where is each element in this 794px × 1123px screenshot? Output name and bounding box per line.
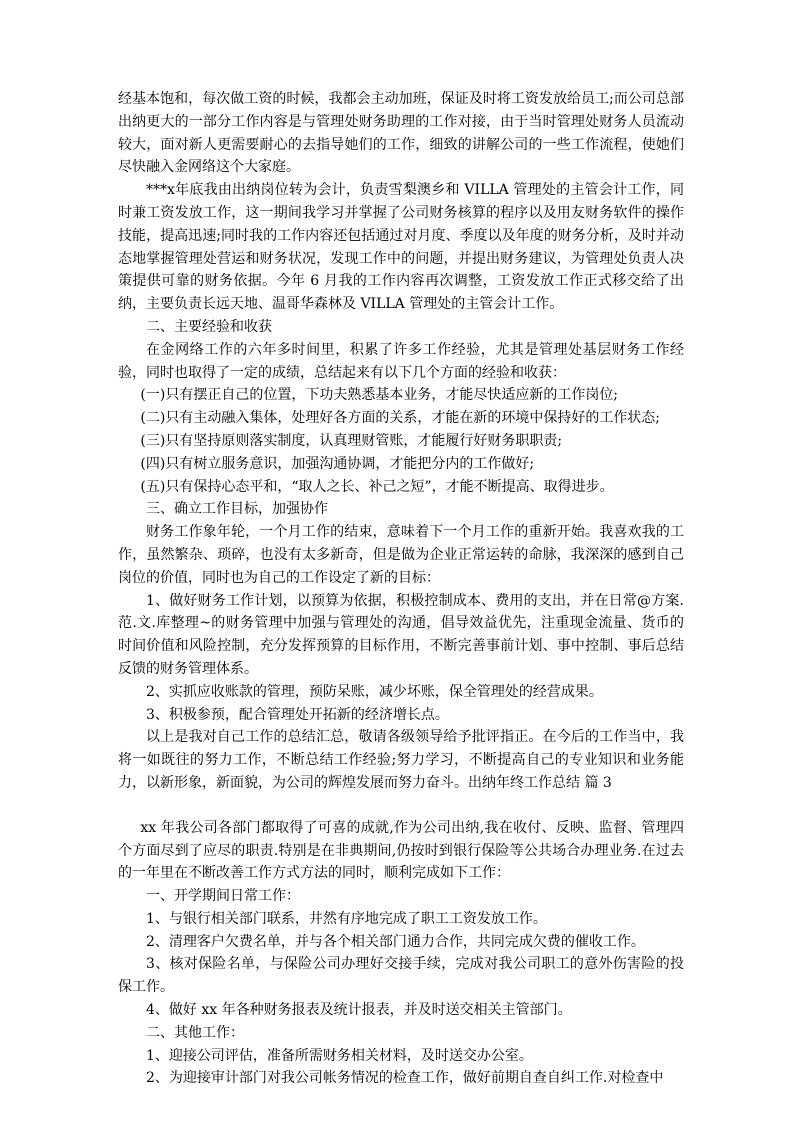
paragraph-closing: 以上是我对自己工作的总结汇总，敬请各级领导给予批评指正。在今后的工作当中，我将一如既往的努力工作，不断总结工作经验;努力学习，不断提高自己的专业知识和业务能力，以新形象，新面貌，为公司的辉煌发展而努力奋斗。出纳年终工作总结 篇 3 [118, 729, 684, 791]
paragraph-continuation: 经基本饱和，每次做工资的时候，我都会主动加班，保证及时将工资发放给员工;而公司总部出纳更大的一部分工作内容是与管理处财务助理的工作对接，由于当时管理处财务人员流动较大，面对新人更需要耐心的去指导她们的工作，细致的讲解公司的一些工作流程，使她们尽快融入金网络这个大家庭。 [118, 91, 684, 176]
list-item: 1、迎接公司评估，准备所需财务相关材料，及时送交办公室。 [146, 1047, 533, 1064]
list-item: (一)只有摆正自己的位置，下功夫熟悉基本业务，才能尽快适应新的工作岗位; [140, 387, 619, 404]
goal-item: 2、实抓应收账款的管理，预防呆账，减少坏账，保全管理处的经营成果。 [146, 683, 603, 700]
list-item: 3、核对保险名单，与保险公司办理好交接手续，完成对我公司职工的意外伤害险的投保工作。 [118, 956, 684, 996]
paragraph-goals-intro: 财务工作象年轮，一个月工作的结束，意味着下一个月工作的重新开始。我喜欢我的工作，虽然繁杂、琐碎，也没有太多新奇，但是做为企业正常运转的命脉，我深深的感到自己岗位的价值，同时也为自己的工作设定了新的目标： [118, 524, 684, 586]
paragraph-role-change: ***x年底我由出纳岗位转为会计，负责雪梨澳乡和 VILLA 管理处的主管会计工作，同时兼工资发放工作，这一期间我学习并掌握了公司财务核算的程序以及用友财务软件的操作技能，提高迅速;同时我的工作内容还包括通过对月度、季度以及年度的财务分析，及时并动态地掌握管理处营运和财务状况，发现工作中的问题，并提出财务建议，为管理处负责人决策提供可靠的财务依据。今年 6 月我的工作内容再次调整，工资发放工作正式移交给了出纳，主要负责长远天地、温哥华森林及 VILLA 管理处的主管会计工作。 [118, 182, 684, 313]
heading-daily-work: 一、开学期间日常工作： [146, 888, 300, 905]
paragraph-intro: xx 年我公司各部门都取得了可喜的成就,作为公司出纳,我在收付、反映、监督、管理四个方面尽到了应尽的职责.特别是在非典期间,仍按时到银行保险等公共场合办理业务.在过去的一年里在不断改善工作方式方法的同时，顺利完成如下工作： [118, 819, 684, 882]
heading-other-work: 二、其他工作： [146, 1024, 244, 1041]
document-page [118, 88, 684, 1090]
heading-goals: 三、确立工作目标，加强协作 [146, 501, 328, 518]
section-spacer [118, 795, 684, 817]
list-item: 1、与银行相关部门联系，井然有序地完成了职工工资发放工作。 [146, 910, 547, 927]
section-b [118, 817, 684, 1091]
list-item: (三)只有坚持原则落实制度，认真理财管账，才能履行好财务职职责; [140, 432, 563, 449]
heading-experience: 二、主要经验和收获 [146, 318, 272, 335]
list-item: 2、为迎接审计部门对我公司帐务情况的检查工作，做好前期自查自纠工作.对检查中 [146, 1070, 664, 1087]
list-item: 2、清理客户欠费名单，并与各个相关部门通力合作，共同完成欠费的催收工作。 [146, 933, 645, 950]
list-item: (五)只有保持心态平和，“取人之长、补己之短”，才能不断提高、取得进步。 [140, 478, 614, 495]
section-a [118, 88, 684, 795]
list-item: (二)只有主动融入集体，处理好各方面的关系，才能在新的环境中保持好的工作状态; [140, 410, 661, 427]
paragraph-experience-intro: 在金网络工作的六年多时间里，积累了许多工作经验，尤其是管理处基层财务工作经验，同时也取得了一定的成绩，总结起来有以下几个方面的经验和收获： [118, 341, 684, 381]
goal-item: 3、积极参预，配合管理处开拓新的经济增长点。 [146, 706, 449, 723]
list-item: 4、做好 xx 年各种财务报表及统计报表，并及时送交相关主管部门。 [146, 1002, 572, 1019]
goal-item: 1、做好财务工作计划，以预算为依据，积极控制成本、费用的支出，并在日常@方案.范.文.库整理~的财务管理中加强与管理处的沟通，倡导效益优先，注重现金流量、货币的时间价值和风险控制，充分发挥预算的目标作用，不断完善事前计划、事中控制、事后总结反馈的财务管理体系。 [118, 592, 684, 677]
list-item: (四)只有树立服务意识，加强沟通协调，才能把分内的工作做好; [140, 455, 535, 472]
